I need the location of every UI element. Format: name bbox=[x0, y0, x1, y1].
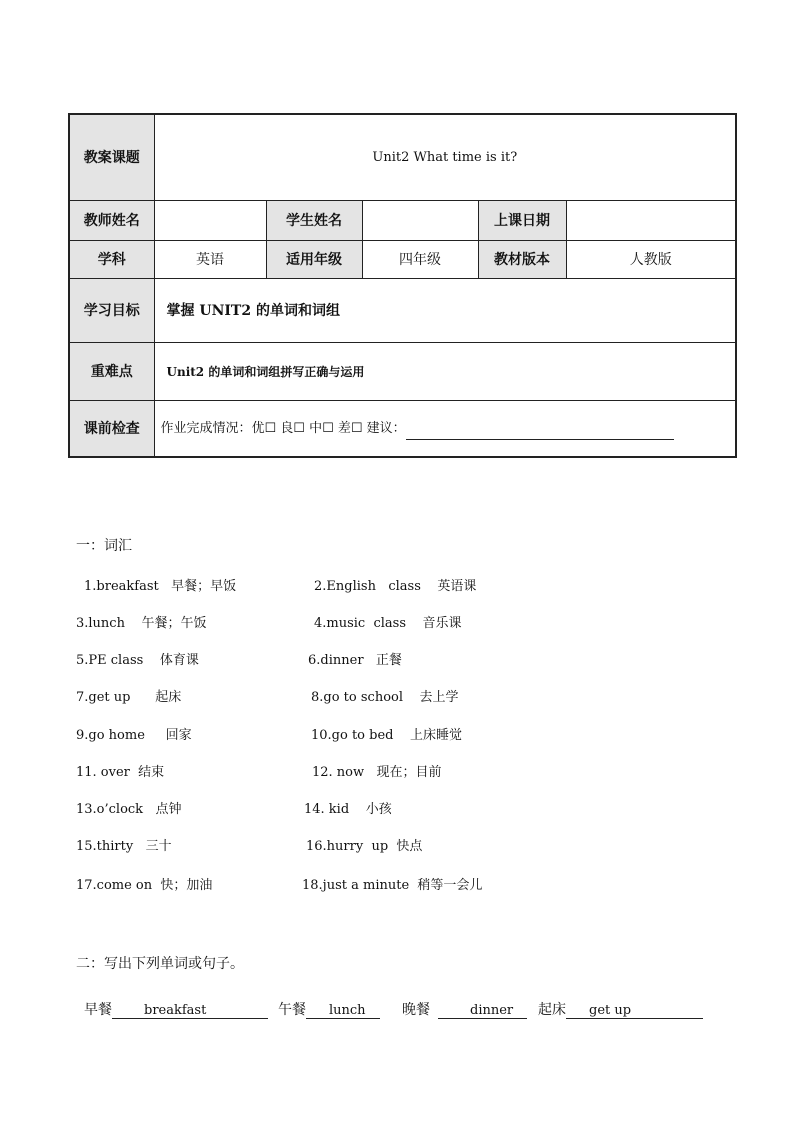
blank-lead bbox=[566, 1003, 589, 1019]
subject-value: 英语 bbox=[154, 240, 266, 278]
grade-value: 四年级 bbox=[362, 240, 478, 278]
blank-lead bbox=[112, 1003, 144, 1019]
vocab-item: 14. kid 小孩 bbox=[304, 802, 392, 817]
fill-answer[interactable]: get up bbox=[589, 1003, 632, 1018]
fill-answer[interactable]: dinner bbox=[470, 1003, 514, 1018]
blank-tail bbox=[366, 1003, 380, 1019]
topic-value: Unit2 What time is it? bbox=[154, 114, 736, 200]
date-label: 上课日期 bbox=[478, 200, 566, 240]
key-label: 重难点 bbox=[69, 342, 154, 400]
blank-tail bbox=[631, 1003, 703, 1019]
vocab-item: 17.come on 快；加油 bbox=[76, 878, 213, 893]
vocab-item: 9.go home 回家 bbox=[76, 728, 192, 743]
vocab-item: 3.lunch 午餐；午饭 bbox=[76, 616, 207, 631]
fill-cn: 起床 bbox=[538, 1002, 566, 1018]
vocab-item: 5.PE class 体育课 bbox=[76, 653, 199, 668]
check-label: 课前检查 bbox=[69, 400, 154, 457]
vocab-item: 12. now 现在；目前 bbox=[312, 765, 442, 780]
fill-item-getup bbox=[538, 999, 703, 1019]
vocab-item: 16.hurry up 快点 bbox=[306, 839, 423, 854]
vocab-item: 10.go to bed 上床睡觉 bbox=[311, 728, 463, 743]
topic-label: 教案课题 bbox=[69, 114, 154, 200]
fill-answer[interactable]: lunch bbox=[329, 1003, 366, 1018]
blank-tail bbox=[206, 1003, 268, 1019]
goal-value: 掌握 UNIT2 的单词和词组 bbox=[154, 278, 736, 342]
section2-title: 二：写出下列单词或句子。 bbox=[76, 956, 244, 972]
blank-lead bbox=[438, 1003, 470, 1019]
blank-tail bbox=[513, 1003, 527, 1019]
vocab-item: 8.go to school 去上学 bbox=[311, 690, 459, 705]
section1-title: 一：词汇 bbox=[76, 538, 132, 554]
vocab-item: 4.music class 音乐课 bbox=[314, 616, 462, 631]
fill-item-dinner bbox=[402, 999, 527, 1019]
vocab-item: 6.dinner 正餐 bbox=[308, 653, 402, 668]
suggestion-blank[interactable] bbox=[406, 424, 674, 440]
vocab-item: 18.just a minute 稍等一会儿 bbox=[302, 878, 483, 893]
vocab-item: 15.thirty 三十 bbox=[76, 839, 172, 854]
student-label: 学生姓名 bbox=[266, 200, 362, 240]
blank-lead bbox=[306, 1003, 329, 1019]
fill-item-lunch bbox=[278, 999, 380, 1019]
vocab-item: 13.o’clock 点钟 bbox=[76, 802, 182, 817]
vocab-item: 1.breakfast 早餐；早饭 bbox=[84, 579, 237, 594]
teacher-label: 教师姓名 bbox=[69, 200, 154, 240]
fill-item-breakfast bbox=[84, 999, 268, 1019]
check-value: 作业完成情况：优☐ 良☐ 中☐ 差☐ 建议： bbox=[160, 420, 406, 436]
teacher-value[interactable] bbox=[154, 200, 266, 240]
goal-label: 学习目标 bbox=[69, 278, 154, 342]
vocab-item: 7.get up 起床 bbox=[76, 690, 182, 705]
vocab-item: 11. over 结束 bbox=[76, 765, 165, 780]
vocab-item: 2.English class 英语课 bbox=[314, 579, 477, 594]
key-value: Unit2 的单词和词组拼写正确与运用 bbox=[154, 342, 736, 400]
lesson-plan-table bbox=[68, 113, 737, 458]
edition-value: 人教版 bbox=[566, 240, 736, 278]
subject-label: 学科 bbox=[69, 240, 154, 278]
fill-cn: 午餐 bbox=[278, 1002, 306, 1018]
fill-cn: 早餐 bbox=[84, 1002, 112, 1018]
fill-cn: 晚餐 bbox=[402, 1002, 430, 1018]
fill-answer[interactable]: breakfast bbox=[144, 1003, 207, 1018]
student-value[interactable] bbox=[362, 200, 478, 240]
check-cell bbox=[154, 400, 736, 457]
edition-label: 教材版本 bbox=[478, 240, 566, 278]
date-value[interactable] bbox=[566, 200, 736, 240]
grade-label: 适用年级 bbox=[266, 240, 362, 278]
